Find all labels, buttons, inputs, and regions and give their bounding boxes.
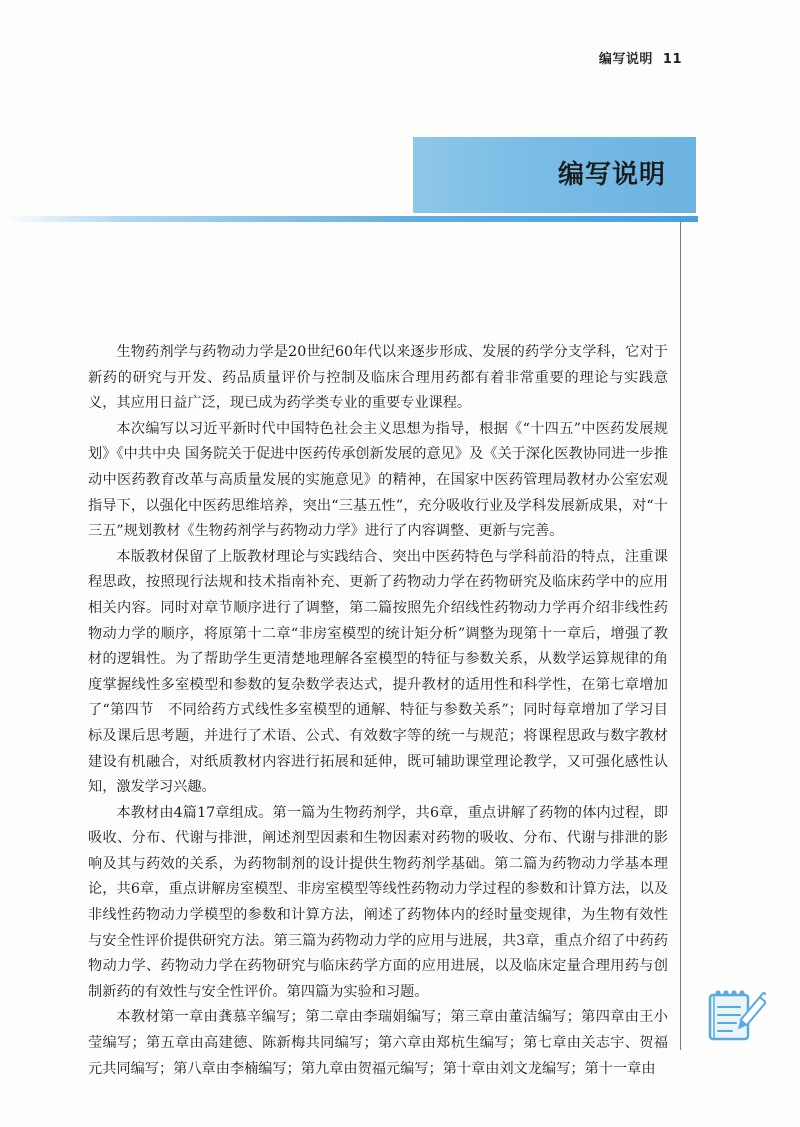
running-header bbox=[599, 48, 682, 67]
paragraph: 本教材第一章由龚慕辛编写；第二章由李瑞娟编写；第三章由董洁编写；第四章由王小莹编写；第五章由高建德、陈新梅共同编写；第六章由郑杭生编写；第七章由关志宇、贺福元共同编写；第八章由李楠编写；第九章由贺福元编写；第十章由刘文龙编写；第十一章由 bbox=[88, 1009, 668, 1077]
page-title: 编写说明 bbox=[557, 160, 666, 190]
body-text bbox=[88, 340, 668, 1082]
paragraph: 本次编写以习近平新时代中国特色社会主义思想为指导，根据《“十四五”中医药发展规划》《中共中央 国务院关于促进中医药传承创新发展的意见》及《关于深化医教协同进一步推动中医药教育改革与高质量发展的实施意见》的精神，在国家中医药管理局教材办公室宏观指导下，以强化中医药思维培养，突出“三基五性”，充分吸收行业及学科发展新成果，对“十三五”规划教材《生物药剂学与药物动力学》进行了内容调整、更新与完善。 bbox=[88, 420, 668, 540]
paragraph: 生物药剂学与药物动力学是20世纪60年代以来逐步形成、发展的药学分支学科，它对于新药的研究与开发、药品质量评价与控制及临床合理用药都有着非常重要的理论与实践意义，其应用日益广泛，现已成为药学类专业的重要专业课程。 bbox=[88, 344, 668, 412]
notepad-pencil-icon bbox=[706, 985, 766, 1043]
paragraph: 本教材由4篇17章组成。第一篇为生物药剂学，共6章，重点讲解了药物的体内过程，即吸收、分布、代谢与排泄，阐述剂型因素和生物因素对药物的吸收、分布、代谢与排泄的影响及其与药效的关系，为药物制剂的设计提供生物药剂学基础。第二篇为药物动力学基本理论，共6章，重点讲解房室模型、非房室模型等线性药物动力学过程的参数和计算方法，以及非线性药物动力学模型的参数和计算方法，阐述了药物体内的经时量变规律，为生物有效性与安全性评价提供研究方法。第三篇为药物动力学的应用与进展，共3章，重点介绍了中药药物动力学、药物动力学在药物研究与临床药学方面的应用进展，以及临床定量合理用药与创制新药的有效性与安全性评价。第四篇为实验和习题。 bbox=[88, 804, 668, 1000]
running-header-section: 编写说明 bbox=[598, 52, 653, 67]
margin-line bbox=[680, 222, 681, 1050]
title-rule bbox=[0, 216, 698, 222]
title-band bbox=[413, 137, 696, 213]
paragraph: 本版教材保留了上版教材理论与实践结合、突出中医药特色与学科前沿的特点，注重课程思政，按照现行法规和技术指南补充、更新了药物动力学在药物研究及临床药学中的应用相关内容。同时对章节顺序进行了调整，第二篇按照先介绍线性药物动力学再介绍非线性药物动力学的顺序，将原第十二章“非房室模型的统计矩分析”调整为现第十一章后，增强了教材的逻辑性。为了帮助学生更清楚地理解各室模型的特征与参数关系，从数学运算规律的角度掌握线性多室模型和参数的复杂数学表达式，提升教材的适用性和科学性，在第七章增加了“第四节 不同给药方式线性多室模型的通解、特征与参数关系”；同时每章增加了学习目标及课后思考题，并进行了术语、公式、有效数字等的统一与规范；将课程思政与数字教材建设有机融合，对纸质教材内容进行拓展和延伸，既可辅助课堂理论教学，又可强化感性认知，激发学习兴趣。 bbox=[88, 548, 668, 796]
page-number: 11 bbox=[662, 52, 682, 67]
